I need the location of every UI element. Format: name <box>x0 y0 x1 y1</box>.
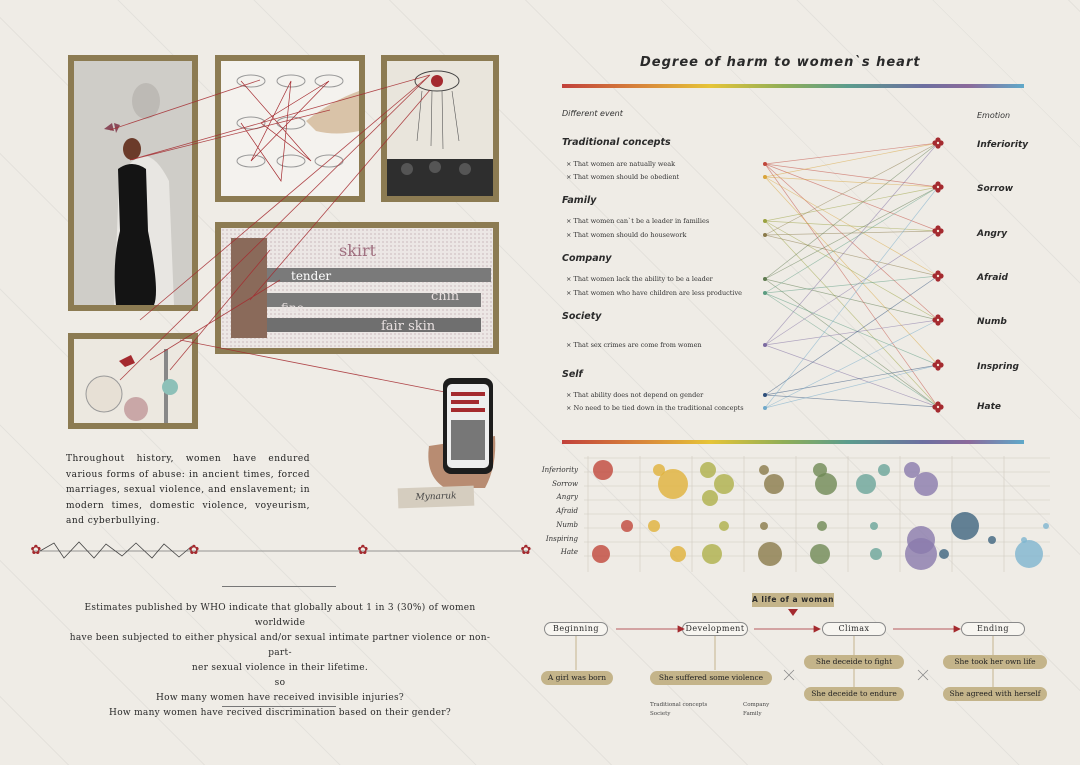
bubble-row-label: Numb <box>556 521 578 529</box>
emotion-header: Emotion <box>977 111 1011 120</box>
page-title: Degree of harm to women`s heart <box>640 55 921 70</box>
bubble <box>758 542 782 566</box>
bubble <box>760 522 768 530</box>
event-item: × That women can`t be a leader in families <box>566 217 709 225</box>
bubble <box>870 522 878 530</box>
event-dot <box>763 406 767 410</box>
bubble <box>1015 540 1043 568</box>
flower-ornament-4: ✿ <box>520 543 532 558</box>
link-line <box>765 187 938 293</box>
event-dot <box>763 162 767 166</box>
bubble <box>817 521 827 531</box>
bubble <box>719 521 729 531</box>
link-line <box>765 143 938 177</box>
link-line <box>765 187 938 408</box>
note-company: Company <box>743 702 770 708</box>
outcome-fight: She deceide to fight <box>804 655 904 669</box>
emotion-label: Numb <box>977 317 1007 327</box>
bubble <box>1021 537 1027 543</box>
bubble-row-label: Sorrow <box>552 480 578 488</box>
emotion-label: Inferiority <box>977 140 1029 150</box>
link-line <box>765 235 938 276</box>
link-line <box>765 143 938 279</box>
event-dot <box>763 219 767 223</box>
link-line <box>765 143 938 345</box>
stat-question-2: How many women have recived discrimination based on their gender? <box>109 708 451 718</box>
event-emotion-links <box>755 130 955 420</box>
link-line <box>765 395 938 407</box>
collage-word-chin: chin <box>431 289 460 304</box>
bubble <box>702 544 722 564</box>
note-traditional: Traditional concepts <box>650 702 708 708</box>
link-line <box>765 276 938 395</box>
event-dot <box>763 291 767 295</box>
stat-question-1: How many women have received invisible injuries? <box>155 693 405 703</box>
link-line <box>765 177 938 365</box>
collage-word-tender: tender <box>291 269 332 283</box>
outcome-agreed-herself: She agreed with herself <box>943 687 1047 701</box>
bubble <box>658 469 688 499</box>
rainbow-bar-top <box>562 84 1024 88</box>
link-line <box>765 320 938 408</box>
emotion-label: Hate <box>977 402 1002 412</box>
event-item: × No need to be tied down in the traditional concepts <box>566 404 744 412</box>
stage-ending: Ending <box>961 622 1025 636</box>
emotion-label: Angry <box>977 229 1008 239</box>
bubble <box>670 546 686 562</box>
emotion-flower-icon <box>932 270 943 281</box>
bubble <box>870 548 882 560</box>
event-item: × That women are natually weak <box>566 160 675 168</box>
bubble <box>939 549 949 559</box>
link-line <box>765 365 938 408</box>
bubble <box>759 465 769 475</box>
ornament-rule-top <box>222 586 336 587</box>
stage-development: Development <box>682 622 748 636</box>
flower-ornament-2: ✿ <box>188 543 200 558</box>
event-item: × That women who have children are less productive <box>566 289 742 297</box>
bubble-row-label: Hate <box>560 548 578 556</box>
events-header: Different event <box>562 109 623 118</box>
emotion-flower-icon <box>932 181 943 192</box>
link-line <box>765 231 938 345</box>
bubble <box>907 526 935 554</box>
event-item: × That women lack the ability to be a leader <box>566 275 713 283</box>
bubble <box>593 460 613 480</box>
note-society: Society <box>650 711 671 717</box>
bubble <box>914 472 938 496</box>
note-family: Family <box>743 711 762 717</box>
collage-word-skirt: skirt <box>339 241 377 260</box>
stat-line-1: Estimates published by WHO indicate that globally about 1 in 3 (30%) of women worldwide <box>84 603 476 628</box>
intro-paragraph: Throughout history, women have endured various forms of abuse: in ancient times, forced marriages, sexual violence, and enslavement; in modern times, domestic violence, voyeurism, and cyberbullying. <box>66 454 310 526</box>
bubble <box>878 464 890 476</box>
link-line <box>765 164 938 187</box>
bubble-row-label: Afraid <box>556 507 578 515</box>
link-line <box>765 365 938 395</box>
event-item: × That ability does not depend on gender <box>566 391 703 399</box>
bubble-row-label: Inspiring <box>545 535 578 543</box>
bubble <box>764 474 784 494</box>
category-family: Family <box>562 195 597 206</box>
emotion-flower-icon <box>932 225 943 236</box>
stat-line-3: ner sexual violence in their lifetime. <box>191 663 369 673</box>
link-line <box>765 164 938 320</box>
ornament-rule-bottom <box>222 706 336 707</box>
outcome-endure: She deceide to endure <box>804 687 904 701</box>
bubble <box>988 536 996 544</box>
stage-beginning: Beginning <box>544 622 608 636</box>
link-line <box>765 221 938 320</box>
category-company: Company <box>562 253 612 264</box>
emotion-label: Afraid <box>977 273 1008 283</box>
emotion-flower-icon <box>932 137 943 148</box>
stats-block <box>60 601 500 721</box>
bubble <box>951 512 979 540</box>
emotion-label: Inspring <box>977 362 1019 372</box>
link-line <box>765 279 938 407</box>
event-dot <box>763 343 767 347</box>
event-dot <box>763 233 767 237</box>
bubble <box>856 474 876 494</box>
timeline-pointer-icon <box>788 609 798 617</box>
bubble-grid <box>584 456 1050 572</box>
outcome-girl-born: A girl was born <box>541 671 613 685</box>
flower-ornament-3: ✿ <box>357 543 369 558</box>
emotion-label: Sorrow <box>977 184 1014 194</box>
bubble-row-label: Angry <box>556 493 578 501</box>
bubble <box>621 520 633 532</box>
bubble <box>815 473 837 495</box>
bubble <box>648 520 660 532</box>
event-item: × That women should do housework <box>566 231 686 239</box>
outcome-took-own-life: She took her own life <box>943 655 1047 669</box>
event-item: × That sex crimes are come from women <box>566 341 702 349</box>
link-line <box>765 276 938 293</box>
bubble <box>700 462 716 478</box>
flower-ornament-1: ✿ <box>30 543 42 558</box>
collage-word-fair-skin: fair skin <box>381 319 436 334</box>
outcome-suffered-violence: She suffered some violence <box>650 671 772 685</box>
category-self: Self <box>562 369 583 380</box>
link-line <box>765 293 938 407</box>
bubble <box>592 545 610 563</box>
link-line <box>765 320 938 345</box>
signature-card <box>398 486 475 509</box>
link-line <box>765 177 938 187</box>
category-traditional: Traditional concepts <box>562 137 671 148</box>
event-dot <box>763 277 767 281</box>
event-dot <box>763 393 767 397</box>
link-line <box>765 221 938 231</box>
rainbow-bar-bottom <box>562 440 1024 444</box>
link-line <box>765 143 938 164</box>
event-dot <box>763 175 767 179</box>
event-item: × That women should be obedient <box>566 173 679 181</box>
stat-so: so <box>274 678 286 688</box>
phone-in-hand <box>425 376 497 488</box>
signature-text: Mynaruk <box>415 491 457 503</box>
bubble <box>702 490 718 506</box>
bubble <box>1043 523 1049 529</box>
stage-climax: Climax <box>822 622 886 636</box>
chain-divider <box>24 538 540 564</box>
bubble-row-label: Inferiority <box>541 466 578 474</box>
bubble <box>714 474 734 494</box>
collage-word-fine: fine <box>281 301 304 315</box>
timeline-header: A life of a woman <box>752 593 834 607</box>
stat-line-2: have been subjected to either physical and/or sexual intimate partner violence or non-part- <box>69 633 491 658</box>
category-society: Society <box>562 311 602 322</box>
bubble <box>810 544 830 564</box>
